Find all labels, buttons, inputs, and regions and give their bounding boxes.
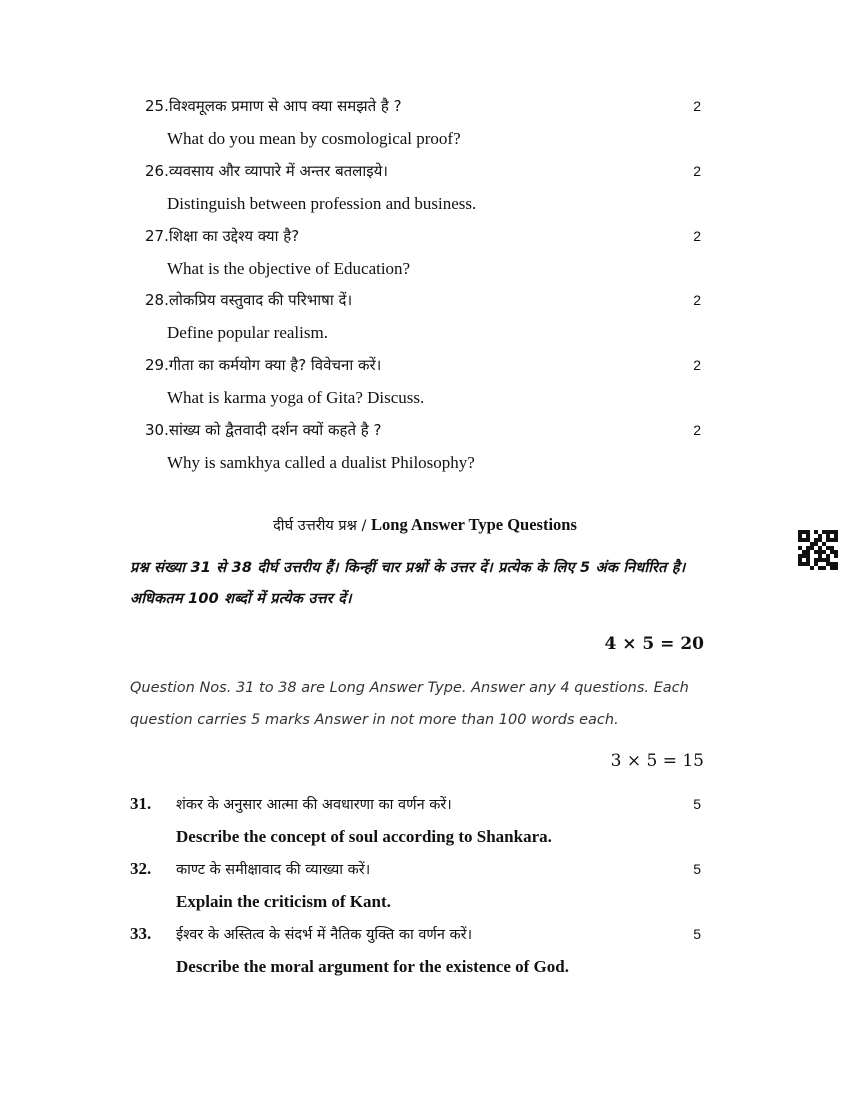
question-hindi: 25.विश्वमूलक प्रमाण से आप क्या समझते है ? xyxy=(145,97,402,115)
question-hindi: 27.शिक्षा का उद्देश्य क्या है? xyxy=(145,227,300,245)
question-hindi: काण्ट के समीक्षावाद की व्याख्या करें। xyxy=(176,862,371,878)
instruction-english: Question Nos. 31 to 38 are Long Answer Type. Answer any 4 questions. Each question carries 5 marks Answer in not more than 100 words each. xyxy=(130,680,689,728)
question-hindi: 29.गीता का कर्मयोग क्या है? विवेचना करें। xyxy=(145,356,382,374)
question-number: 33. xyxy=(130,924,152,943)
question-marks: 2 xyxy=(693,292,701,308)
question-english: Describe the moral argument for the existence of God. xyxy=(176,957,569,976)
question-number: 32. xyxy=(130,859,152,878)
section-title-english: Long Answer Type Questions xyxy=(371,515,577,534)
question-marks: 2 xyxy=(693,163,701,179)
question-marks: 5 xyxy=(693,796,701,812)
question-english: What is karma yoga of Gita? Discuss. xyxy=(167,388,425,407)
question-marks: 5 xyxy=(693,926,701,942)
question-hindi: 26.व्यवसाय और व्यापारे में अन्तर बतलाइये। xyxy=(145,162,388,180)
question-english: Describe the concept of soul according to Shankara. xyxy=(176,827,552,846)
marks-formula-hindi: 4 × 5 = 20 xyxy=(604,634,704,654)
question-english: What is the objective of Education? xyxy=(167,259,411,278)
question-hindi: शंकर के अनुसार आत्मा की अवधारणा का वर्णन करें। xyxy=(176,797,452,813)
question-marks: 2 xyxy=(693,98,701,114)
question-english: Distinguish between profession and business. xyxy=(167,194,477,213)
section-title xyxy=(0,515,850,535)
question-english: Define popular realism. xyxy=(167,323,328,342)
question-marks: 2 xyxy=(693,228,701,244)
question-english: What do you mean by cosmological proof? xyxy=(167,129,461,148)
question-marks: 2 xyxy=(693,422,701,438)
marks-formula-english: 3 × 5 = 15 xyxy=(610,751,704,771)
question-hindi: 28.लोकप्रिय वस्तुवाद की परिभाषा दें। xyxy=(145,291,353,309)
question-english: Explain the criticism of Kant. xyxy=(176,892,391,911)
question-english: Why is samkhya called a dualist Philosophy? xyxy=(167,453,475,472)
question-hindi: 30.सांख्य को द्वैतवादी दर्शन क्यों कहते है ? xyxy=(145,421,382,439)
question-hindi: ईश्वर के अस्तित्व के संदर्भ में नैतिक युक्ति का वर्णन करें। xyxy=(176,927,473,943)
instruction-hindi: प्रश्न संख्या 31 से 38 दीर्घ उत्तरीय हैं। किन्हीं चार प्रश्नों के उत्तर दें। प्रत्येक के लिए 5 अंक निर्धारित है। अधिकतम 100 शब्दों में प्रत्येक उत्तर दें। xyxy=(130,560,686,607)
question-marks: 2 xyxy=(693,357,701,373)
question-number: 31. xyxy=(130,794,152,813)
section-title-hindi: दीर्घ उत्तरीय प्रश्न / xyxy=(273,518,372,534)
question-marks: 5 xyxy=(693,861,701,877)
qr-code-icon xyxy=(798,530,838,570)
